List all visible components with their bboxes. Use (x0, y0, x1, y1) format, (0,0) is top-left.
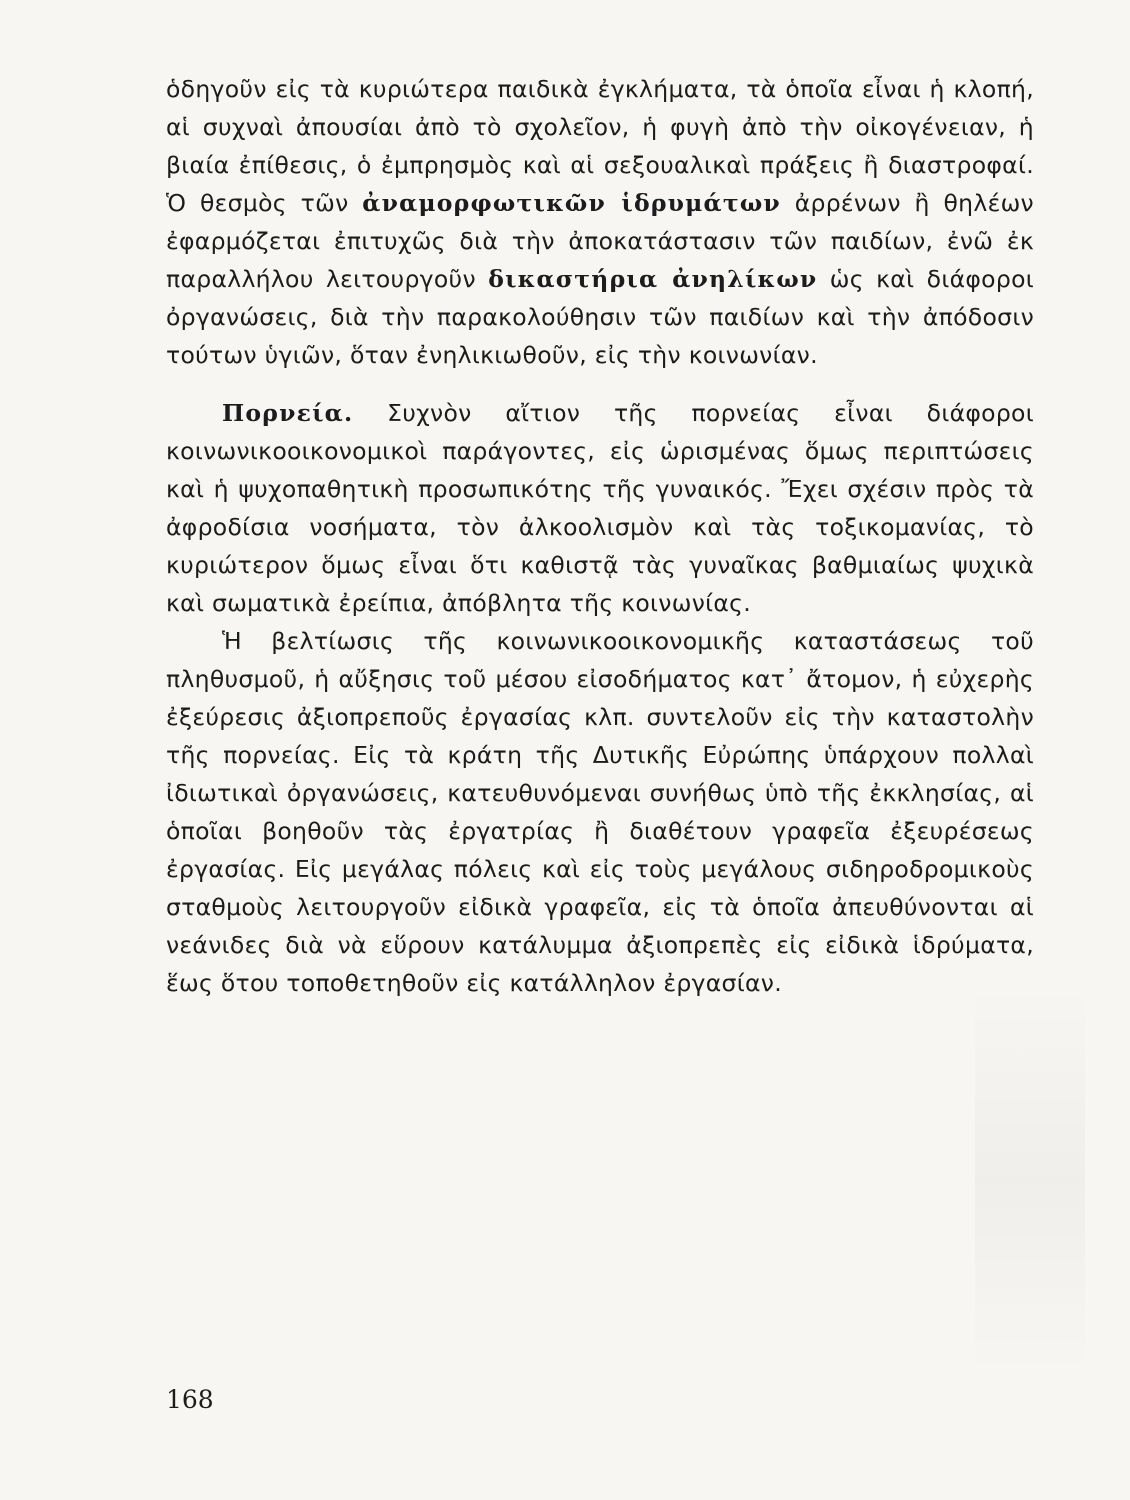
body-text (166, 70, 1034, 1002)
paragraph-juvenile-delinquency (166, 70, 1034, 374)
show-through-shadow (975, 980, 1085, 1380)
paragraph1-text-part2: ἀρρένων ἢ θηλέων ἐφαρμόζεται ἐπιτυχῶς διὰ τὴν ἀποκατάστασιν τῶν παιδίων, ἐνῶ ἐκ παραλλήλου λειτουργοῦν (166, 189, 1034, 293)
page-number: 168 (166, 1385, 214, 1414)
bold-term-juvenile-courts: δικαστήρια ἀνηλίκων (488, 265, 818, 293)
paragraph-prevention (166, 622, 1034, 1002)
paragraph1-text-part1: ὁδηγοῦν εἰς τὰ κυριώτερα παιδικὰ ἐγκλήματα, τὰ ὁποῖα εἶναι ἡ κλοπή, αἱ συχναὶ ἀπουσίαι ἀπὸ τὸ σχολεῖον, ἡ φυγὴ ἀπὸ τὴν οἰκογένειαν, ἡ βιαία ἐπίθεσις, ὁ ἐμπρησμὸς καὶ αἱ σεξουαλικαὶ πράξεις ἢ διαστροφαί. Ὁ θεσμὸς τῶν (166, 75, 1034, 217)
paragraph1-text-part3: ὡς καὶ διάφοροι ὀργανώσεις, διὰ τὴν παρακολούθησιν τῶν παιδίων καὶ τὴν ἀπόδοσιν τούτων ὑγιῶν, ὅταν ἐνηλικιωθοῦν, εἰς τὴν κοινωνίαν. (166, 265, 1035, 369)
bold-term-reform-institutions: ἀναμορφωτικῶν ἱδρυμάτων (362, 189, 781, 217)
paragraph2-text: Συχνὸν αἴτιον τῆς πορνείας εἶναι διάφοροι κοινωνικοοικονομικοὶ παράγοντες, εἰς ὡρισμένας ὅμως περιπτώσεις καὶ ἡ ψυχοπαθητικὴ προσωπικότης τῆς γυναικός. Ἔχει σχέσιν πρὸς τὰ ἀφροδίσια νοσήματα, τὸν ἀλκοολισμὸν καὶ τὰς τοξικομανίας, τὸ κυριώτερον ὅμως εἶναι ὅτι καθιστᾷ τὰς γυναῖκας βαθμιαίως ψυχικὰ καὶ σωματικὰ ἐρείπια, ἀπόβλητα τῆς κοινωνίας. (166, 399, 1034, 617)
paragraph3-text: Ἡ βελτίωσις τῆς κοινωνικοοικονομικῆς καταστάσεως τοῦ πληθυσμοῦ, ἡ αὔξησις τοῦ μέσου εἰσοδήματος κατ᾽ ἄτομον, ἡ εὐχερὴς ἐξεύρεσις ἀξιοπρεποῦς ἐργασίας κλπ. συντελοῦν εἰς τὴν καταστολὴν τῆς πορνείας. Εἰς τὰ κράτη τῆς Δυτικῆς Εὐρώπης ὑπάρχουν πολλαὶ ἰδιωτικαὶ ὀργανώσεις, κατευθυνόμεναι συνήθως ὑπὸ τῆς ἐκκλησίας, αἱ ὁποῖαι βοηθοῦν τὰς ἐργατρίας ἢ διαθέτουν γραφεῖα ἐξευρέσεως ἐργασίας. Εἰς μεγάλας πόλεις καὶ εἰς τοὺς μεγάλους σιδηροδρομικοὺς σταθμοὺς λειτουργοῦν εἰδικὰ γραφεῖα, εἰς τὰ ὁποῖα ἀπευθύνονται αἱ νεάνιδες διὰ νὰ εὕρουν κατάλυμμα ἀξιοπρεπὲς εἰς εἰδικὰ ἱδρύματα, ἕως ὅτου τοποθετηθοῦν εἰς κατάλληλον ἐργασίαν. (166, 627, 1034, 997)
section-heading-prostitution: Πορνεία. (222, 399, 354, 427)
paragraph-prostitution (166, 394, 1034, 622)
